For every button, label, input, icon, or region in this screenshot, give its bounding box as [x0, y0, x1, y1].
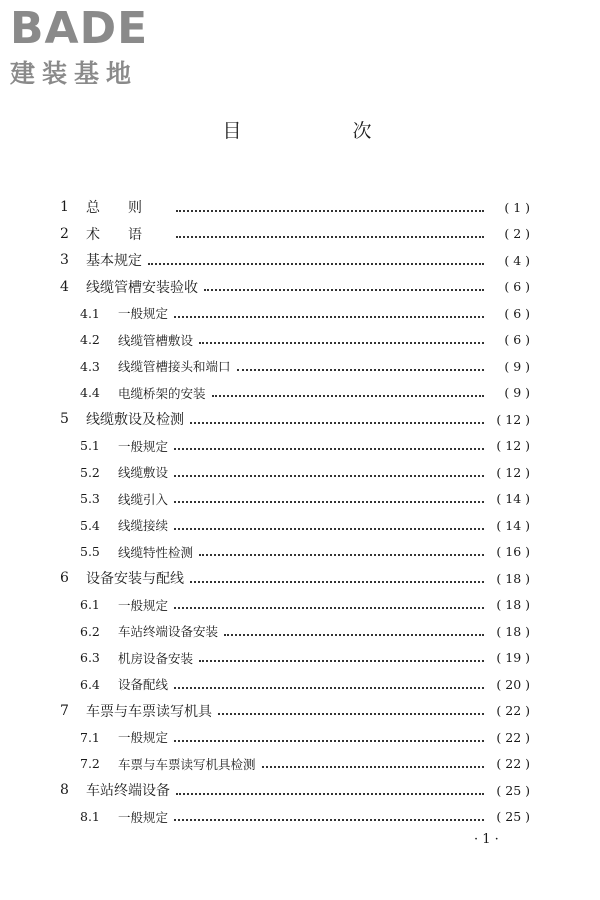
toc-entry-page: ( 14 ): [496, 491, 530, 507]
toc-entry[interactable]: [60, 221, 530, 248]
toc-entry-label: 线缆特性检测: [118, 544, 194, 560]
toc-entry-label: 一般规定: [118, 730, 169, 746]
toc-entry-number: 3: [60, 252, 69, 269]
toc-entry-page: ( 18 ): [496, 597, 530, 613]
toc-entry-page: ( 18 ): [496, 570, 530, 586]
logo-subtitle: 建装基地: [10, 59, 139, 88]
logo-wordmark: BADE: [10, 3, 149, 54]
toc-entry[interactable]: [60, 539, 530, 566]
toc-entry-number: 6.4: [80, 676, 100, 692]
toc-leader-dots: [190, 580, 484, 583]
toc-entry[interactable]: [60, 565, 530, 592]
toc-entry-label: 线缆敷设: [118, 465, 169, 481]
toc-leader-dots: [199, 659, 484, 662]
toc-entry-label: 一般规定: [118, 306, 169, 322]
toc-leader-dots: [176, 792, 484, 795]
toc-entry-number: 4.2: [80, 332, 100, 348]
toc-entry-label: 机房设备安装: [118, 650, 194, 666]
page-number: · 1 ·: [474, 832, 499, 847]
toc-leader-dots: [174, 527, 484, 530]
toc-entry[interactable]: [60, 618, 530, 645]
toc-entry-page: ( 19 ): [496, 650, 530, 666]
toc-entry-label: 线缆管槽敷设: [118, 332, 194, 348]
toc-entry[interactable]: [60, 353, 530, 380]
toc-entry[interactable]: [60, 804, 530, 831]
toc-entry[interactable]: [60, 671, 530, 698]
toc-entry-label: 一般规定: [118, 597, 169, 613]
toc-entry-page: ( 2 ): [504, 226, 530, 242]
toc-entry-page: ( 22 ): [496, 756, 530, 772]
toc-leader-dots: [174, 686, 484, 689]
toc-entry-page: ( 9 ): [504, 358, 530, 374]
page-title: 目 次: [222, 120, 418, 142]
toc-entry-page: ( 25 ): [496, 809, 530, 825]
toc-leader-dots: [237, 368, 484, 371]
toc-leader-dots: [190, 421, 484, 424]
toc-entry-page: ( 25 ): [496, 782, 530, 798]
toc-entry-number: 5.2: [80, 464, 100, 480]
toc-leader-dots: [176, 235, 484, 238]
toc-entry-number: 5.1: [80, 438, 100, 454]
toc-entry-label: 一般规定: [118, 438, 169, 454]
toc-leader-dots: [174, 474, 484, 477]
toc-entry[interactable]: [60, 300, 530, 327]
toc-leader-dots: [174, 818, 484, 821]
toc-leader-dots: [262, 765, 484, 768]
toc-entry-page: ( 12 ): [496, 411, 530, 427]
toc-entry[interactable]: [60, 433, 530, 460]
toc-leader-dots: [174, 447, 484, 450]
toc-entry[interactable]: [60, 247, 530, 274]
toc-entry-page: ( 6 ): [504, 305, 530, 321]
toc-entry-page: ( 16 ): [496, 544, 530, 560]
toc-entry-label: 线缆管槽接头和端口: [118, 359, 231, 375]
toc-leader-dots: [174, 315, 484, 318]
toc-leader-dots: [224, 633, 484, 636]
toc-entry-label: 车票与车票读写机具: [86, 703, 212, 720]
toc-entry[interactable]: [60, 777, 530, 804]
toc-entry-label: 设备安装与配线: [86, 571, 184, 588]
toc-entry[interactable]: [60, 698, 530, 725]
toc-entry-label: 车站终端设备: [86, 783, 170, 800]
toc-entry-number: 7.2: [80, 756, 100, 772]
toc-entry-label: 总则: [86, 200, 170, 217]
toc-entry-page: ( 22 ): [496, 703, 530, 719]
toc-entry[interactable]: [60, 274, 530, 301]
toc-entry-label: 车票与车票读写机具检测: [118, 756, 256, 772]
toc-entry[interactable]: [60, 406, 530, 433]
toc-entry[interactable]: [60, 645, 530, 672]
toc-leader-dots: [148, 262, 484, 265]
toc-entry-number: 6.1: [80, 597, 100, 613]
toc-entry-page: ( 14 ): [496, 517, 530, 533]
toc-entry-label: 基本规定: [86, 253, 142, 270]
toc-entry-number: 7: [60, 702, 69, 719]
toc-entry-label: 术语: [86, 226, 170, 243]
toc-entry-label: 线缆管槽安装验收: [86, 279, 198, 296]
toc-entry-number: 5.3: [80, 491, 100, 507]
toc-entry-number: 8.1: [80, 809, 100, 825]
toc-entry-number: 6.2: [80, 623, 100, 639]
toc-entry-page: ( 18 ): [496, 623, 530, 639]
toc-entry-number: 7.1: [80, 729, 100, 745]
toc-entry-number: 4.4: [80, 385, 100, 401]
toc-leader-dots: [218, 712, 484, 715]
toc-entry-number: 5.5: [80, 544, 100, 560]
brand-logo: [10, 3, 180, 90]
toc-entry[interactable]: [60, 459, 530, 486]
toc-leader-dots: [174, 739, 484, 742]
toc-entry[interactable]: [60, 724, 530, 751]
toc-entry-page: ( 12 ): [496, 464, 530, 480]
toc-entry-number: 8: [60, 782, 69, 799]
toc-entry-page: ( 6 ): [504, 279, 530, 295]
toc-entry-number: 5.4: [80, 517, 100, 533]
toc-entry-number: 6: [60, 570, 69, 587]
toc-leader-dots: [204, 288, 484, 291]
toc-leader-dots: [176, 209, 484, 212]
toc-entry-label: 线缆引入: [118, 491, 169, 507]
toc-entry-page: ( 12 ): [496, 438, 530, 454]
toc-entry[interactable]: [60, 486, 530, 513]
toc-entry[interactable]: [60, 380, 530, 407]
toc-entry-number: 6.3: [80, 650, 100, 666]
toc-entry-label: 车站终端设备安装: [118, 624, 219, 640]
table-of-contents: [60, 194, 530, 830]
toc-entry-number: 4: [60, 278, 69, 295]
toc-entry-label: 一般规定: [118, 809, 169, 825]
toc-entry-label: 电缆桥架的安装: [118, 385, 206, 401]
toc-leader-dots: [174, 606, 484, 609]
toc-entry-page: ( 6 ): [504, 332, 530, 348]
toc-entry-label: 线缆敷设及检测: [86, 412, 184, 429]
toc-entry-number: 2: [60, 225, 69, 242]
toc-entry-page: ( 1 ): [504, 199, 530, 215]
toc-leader-dots: [212, 394, 484, 397]
toc-entry-number: 1: [60, 199, 69, 216]
toc-entry-label: 设备配线: [118, 677, 169, 693]
toc-entry-page: ( 4 ): [504, 252, 530, 268]
toc-leader-dots: [199, 341, 484, 344]
toc-entry-number: 5: [60, 411, 69, 428]
toc-entry[interactable]: [60, 592, 530, 619]
toc-entry-page: ( 9 ): [504, 385, 530, 401]
toc-entry-number: 4.1: [80, 305, 100, 321]
toc-entry[interactable]: [60, 194, 530, 221]
toc-entry-number: 4.3: [80, 358, 100, 374]
toc-entry[interactable]: [60, 751, 530, 778]
toc-leader-dots: [174, 500, 484, 503]
toc-entry[interactable]: [60, 327, 530, 354]
toc-leader-dots: [199, 553, 484, 556]
toc-entry-label: 线缆接续: [118, 518, 169, 534]
toc-entry-page: ( 20 ): [496, 676, 530, 692]
toc-entry[interactable]: [60, 512, 530, 539]
toc-entry-page: ( 22 ): [496, 729, 530, 745]
